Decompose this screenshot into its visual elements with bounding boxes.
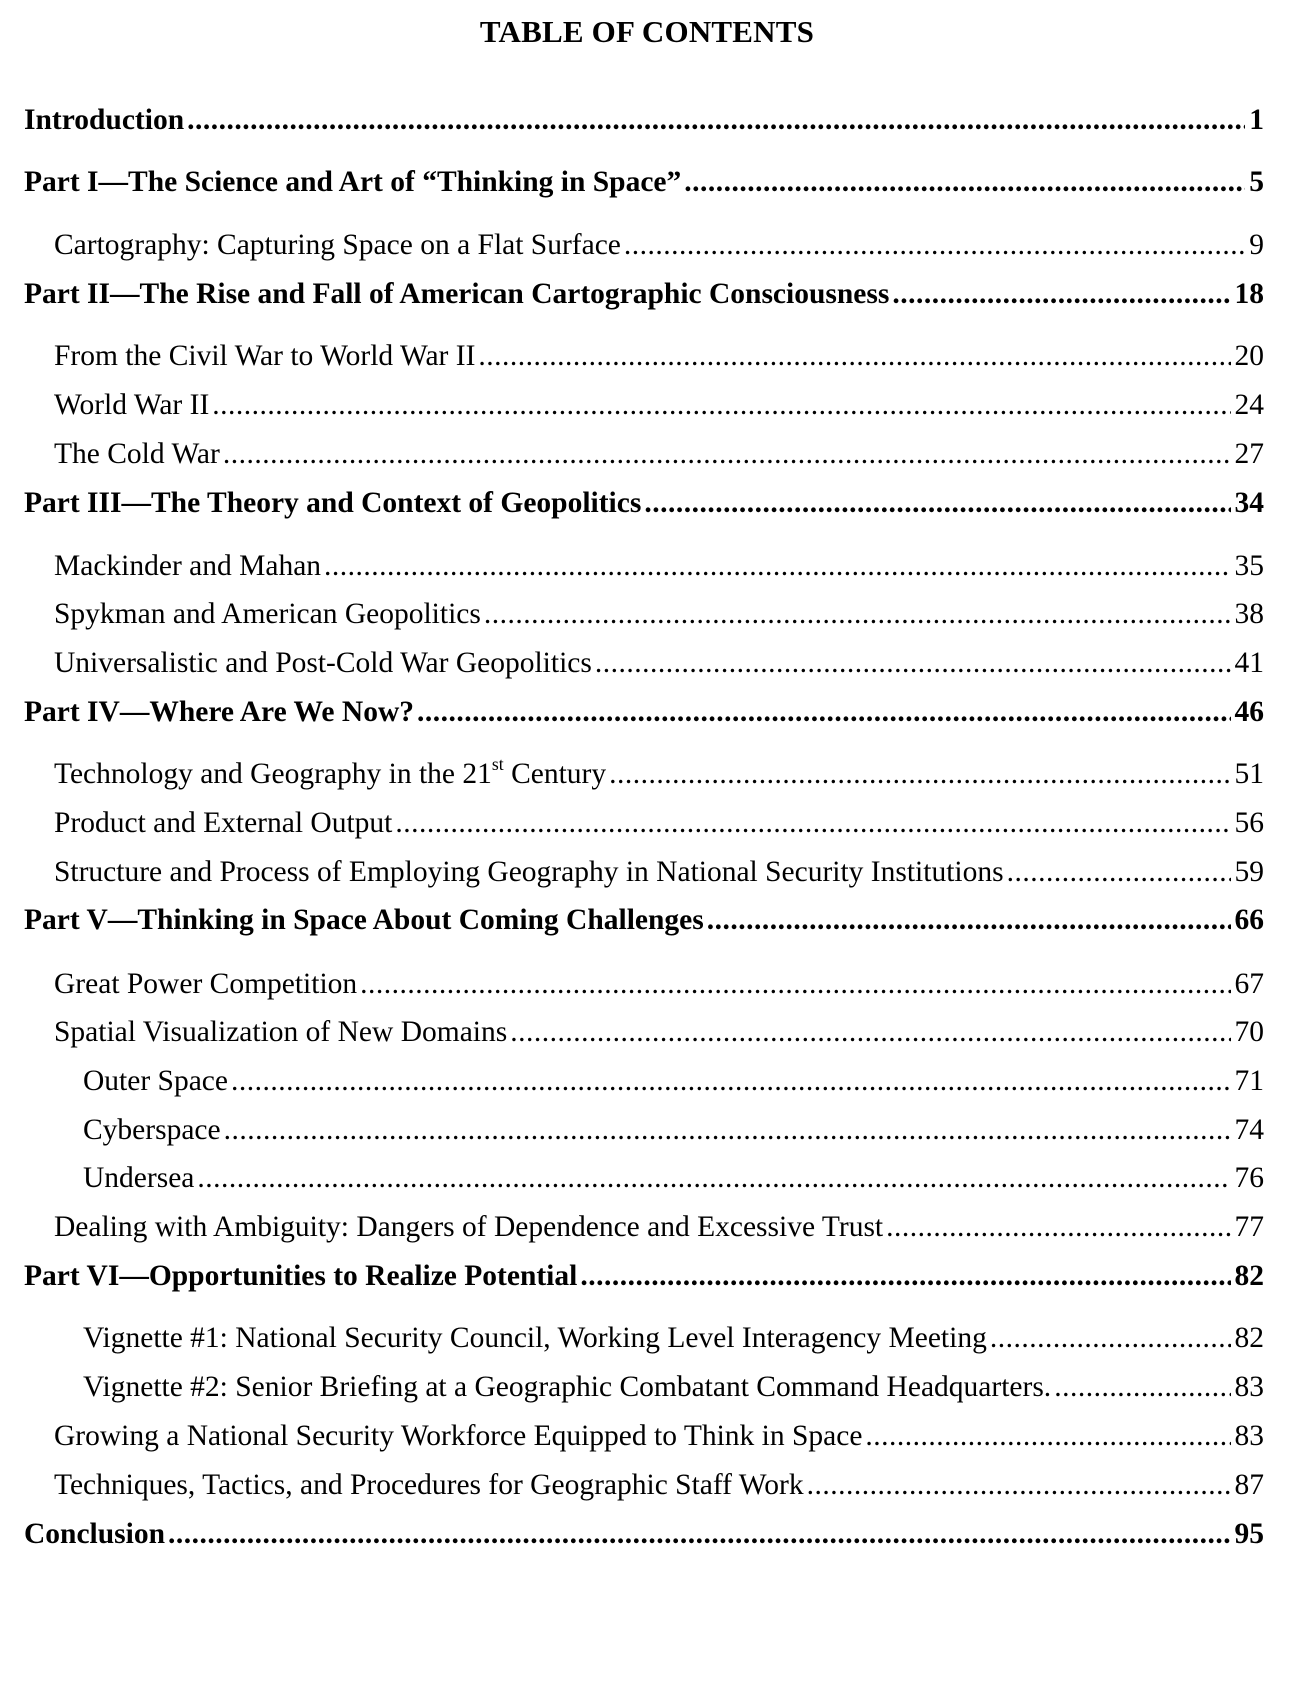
- toc-page-number: 76: [1234, 1162, 1264, 1194]
- toc-dot-leader: [168, 1518, 1231, 1551]
- toc-entry-label: Part V—Thinking in Space About Coming Challenges: [24, 904, 704, 936]
- toc-entry-label: Cartography: Capturing Space on a Flat Surface: [54, 229, 621, 261]
- toc-dot-leader: [1007, 856, 1231, 889]
- toc-dot-leader: [223, 438, 1231, 471]
- toc-dot-leader: [395, 807, 1230, 840]
- toc-entry-label: Vignette #1: National Security Council, Working Level Interagency Meeting: [83, 1322, 987, 1354]
- toc-dot-leader: [231, 1065, 1231, 1098]
- toc-section-entry[interactable]: [54, 647, 1264, 680]
- toc-page-number: 27: [1234, 438, 1264, 470]
- toc-dot-leader: [865, 1420, 1230, 1453]
- toc-dot-leader: [187, 104, 1245, 137]
- toc-dot-leader: [684, 166, 1245, 199]
- toc-section-entry[interactable]: [54, 1420, 1264, 1453]
- toc-page-number: 87: [1234, 1469, 1264, 1501]
- toc-dot-leader: [324, 550, 1230, 583]
- toc-dot-leader: [707, 904, 1231, 937]
- toc-part-entry[interactable]: [24, 166, 1264, 199]
- toc-entry-label: Dealing with Ambiguity: Dangers of Dependence and Excessive Trust: [54, 1211, 884, 1243]
- toc-dot-leader: [510, 1016, 1230, 1049]
- toc-section-entry[interactable]: [54, 550, 1264, 583]
- toc-entry-label: Mackinder and Mahan: [54, 550, 322, 582]
- toc-section-entry[interactable]: [54, 807, 1264, 840]
- toc-page-number: 18: [1234, 278, 1264, 310]
- toc-part-entry[interactable]: [24, 1260, 1264, 1293]
- toc-dot-leader: [417, 696, 1231, 729]
- toc-dot-leader: [580, 1260, 1230, 1293]
- toc-entry-label: Outer Space: [83, 1065, 228, 1097]
- toc-entry-label: Part I—The Science and Art of “Thinking in Space”: [24, 166, 682, 198]
- toc-entry-label: Structure and Process of Employing Geography in National Security Institutions: [54, 856, 1004, 888]
- toc-section-entry[interactable]: [54, 1211, 1264, 1244]
- toc-entry-label: Universalistic and Post-Cold War Geopolitics: [54, 647, 592, 679]
- toc-page-number: 82: [1234, 1322, 1264, 1354]
- toc-page-number: 59: [1234, 856, 1264, 888]
- toc-dot-leader: [197, 1162, 1230, 1195]
- toc-section-entry[interactable]: [83, 1371, 1264, 1404]
- toc-section-entry[interactable]: [83, 1162, 1264, 1195]
- toc-section-entry[interactable]: [83, 1065, 1264, 1098]
- toc-dot-leader: [886, 1211, 1230, 1244]
- toc-page-number: 9: [1249, 229, 1264, 261]
- toc-part-entry[interactable]: [24, 904, 1264, 937]
- toc-entry-label: Introduction: [24, 104, 185, 136]
- toc-section-entry[interactable]: [54, 340, 1264, 373]
- toc-page-number: 66: [1234, 904, 1264, 936]
- toc-section-entry[interactable]: [54, 438, 1264, 471]
- toc-section-entry[interactable]: [54, 389, 1264, 422]
- toc-page-number: 83: [1234, 1371, 1264, 1403]
- toc-entry-label: The Cold War: [54, 438, 220, 470]
- toc-dot-leader: [595, 647, 1231, 680]
- toc-entry-label: Part VI—Opportunities to Realize Potential: [24, 1260, 578, 1292]
- toc-part-entry[interactable]: [24, 696, 1264, 729]
- toc-part-entry[interactable]: [24, 1518, 1264, 1551]
- toc-entry-label: Techniques, Tactics, and Procedures for Geographic Staff Work: [54, 1469, 804, 1501]
- toc-dot-leader: [484, 598, 1231, 631]
- toc-dot-leader: [609, 758, 1230, 791]
- toc-section-entry[interactable]: [83, 1322, 1264, 1355]
- toc-page-number: 20: [1234, 340, 1264, 372]
- toc-dot-leader: [212, 389, 1230, 422]
- toc-section-entry[interactable]: [54, 229, 1264, 262]
- toc-page-number: 46: [1234, 696, 1264, 728]
- toc-page-number: 82: [1234, 1260, 1264, 1292]
- toc-section-entry[interactable]: [83, 1114, 1264, 1147]
- toc-section-entry[interactable]: [54, 968, 1264, 1001]
- toc-part-entry[interactable]: [24, 487, 1264, 520]
- toc-section-entry[interactable]: [54, 1016, 1264, 1049]
- toc-page-number: 35: [1234, 550, 1264, 582]
- toc-dot-leader: [1054, 1371, 1230, 1404]
- toc-section-entry[interactable]: [54, 856, 1264, 889]
- toc-entry-label: Part II—The Rise and Fall of American Cartographic Consciousness: [24, 278, 890, 310]
- toc-section-entry[interactable]: [54, 1469, 1264, 1502]
- toc-part-entry[interactable]: [24, 278, 1264, 311]
- toc-page-number: 95: [1234, 1518, 1264, 1550]
- toc-dot-leader: [478, 340, 1230, 373]
- toc-page-number: 5: [1249, 166, 1264, 198]
- toc-page-number: 41: [1234, 647, 1264, 679]
- toc-page-number: 34: [1234, 487, 1264, 519]
- toc-section-entry[interactable]: [54, 598, 1264, 631]
- toc-dot-leader: [990, 1322, 1231, 1355]
- toc-entry-label: Undersea: [83, 1162, 195, 1194]
- toc-entry-label: Part IV—Where Are We Now?: [24, 696, 414, 728]
- toc-page-number: 70: [1234, 1016, 1264, 1048]
- toc-page-number: 51: [1234, 758, 1264, 790]
- toc-entry-label: Vignette #2: Senior Briefing at a Geographic Combatant Command Headquarters.: [83, 1371, 1052, 1403]
- toc-page-number: 38: [1234, 598, 1264, 630]
- toc-entry-label: Conclusion: [24, 1518, 165, 1550]
- toc-page-number: 67: [1234, 968, 1264, 1000]
- toc-dot-leader: [360, 968, 1230, 1001]
- toc-title: TABLE OF CONTENTS: [479, 14, 815, 49]
- toc-part-entry[interactable]: [24, 104, 1264, 137]
- toc-dot-leader: [224, 1114, 1231, 1147]
- toc-page-number: 74: [1234, 1114, 1264, 1146]
- toc-section-entry[interactable]: [54, 753, 1264, 791]
- toc-entry-label: World War II: [54, 389, 210, 421]
- toc-dot-leader: [644, 487, 1230, 520]
- toc-page-number: 24: [1234, 389, 1264, 421]
- toc-page-number: 71: [1234, 1065, 1264, 1097]
- toc-dot-leader: [892, 278, 1230, 311]
- toc-entry-label: Product and External Output: [54, 807, 393, 839]
- toc-entry-label: Technology and Geography in the 21st Century: [54, 753, 607, 790]
- toc-dot-leader: [807, 1469, 1231, 1502]
- toc-page-number: 77: [1234, 1211, 1264, 1243]
- toc-page-number: 83: [1234, 1420, 1264, 1452]
- toc-entry-label: Spykman and American Geopolitics: [54, 598, 481, 630]
- toc-entry-label: Spatial Visualization of New Domains: [54, 1016, 508, 1048]
- toc-page-number: 1: [1249, 104, 1264, 136]
- toc-entry-label: Cyberspace: [83, 1114, 221, 1146]
- toc-entry-label: Great Power Competition: [54, 968, 358, 1000]
- toc-entry-label: Growing a National Security Workforce Equipped to Think in Space: [54, 1420, 863, 1452]
- toc-page-number: 56: [1234, 807, 1264, 839]
- toc-entry-label: From the Civil War to World War II: [54, 340, 476, 372]
- toc-dot-leader: [624, 229, 1245, 262]
- toc-entry-label: Part III—The Theory and Context of Geopolitics: [24, 487, 642, 519]
